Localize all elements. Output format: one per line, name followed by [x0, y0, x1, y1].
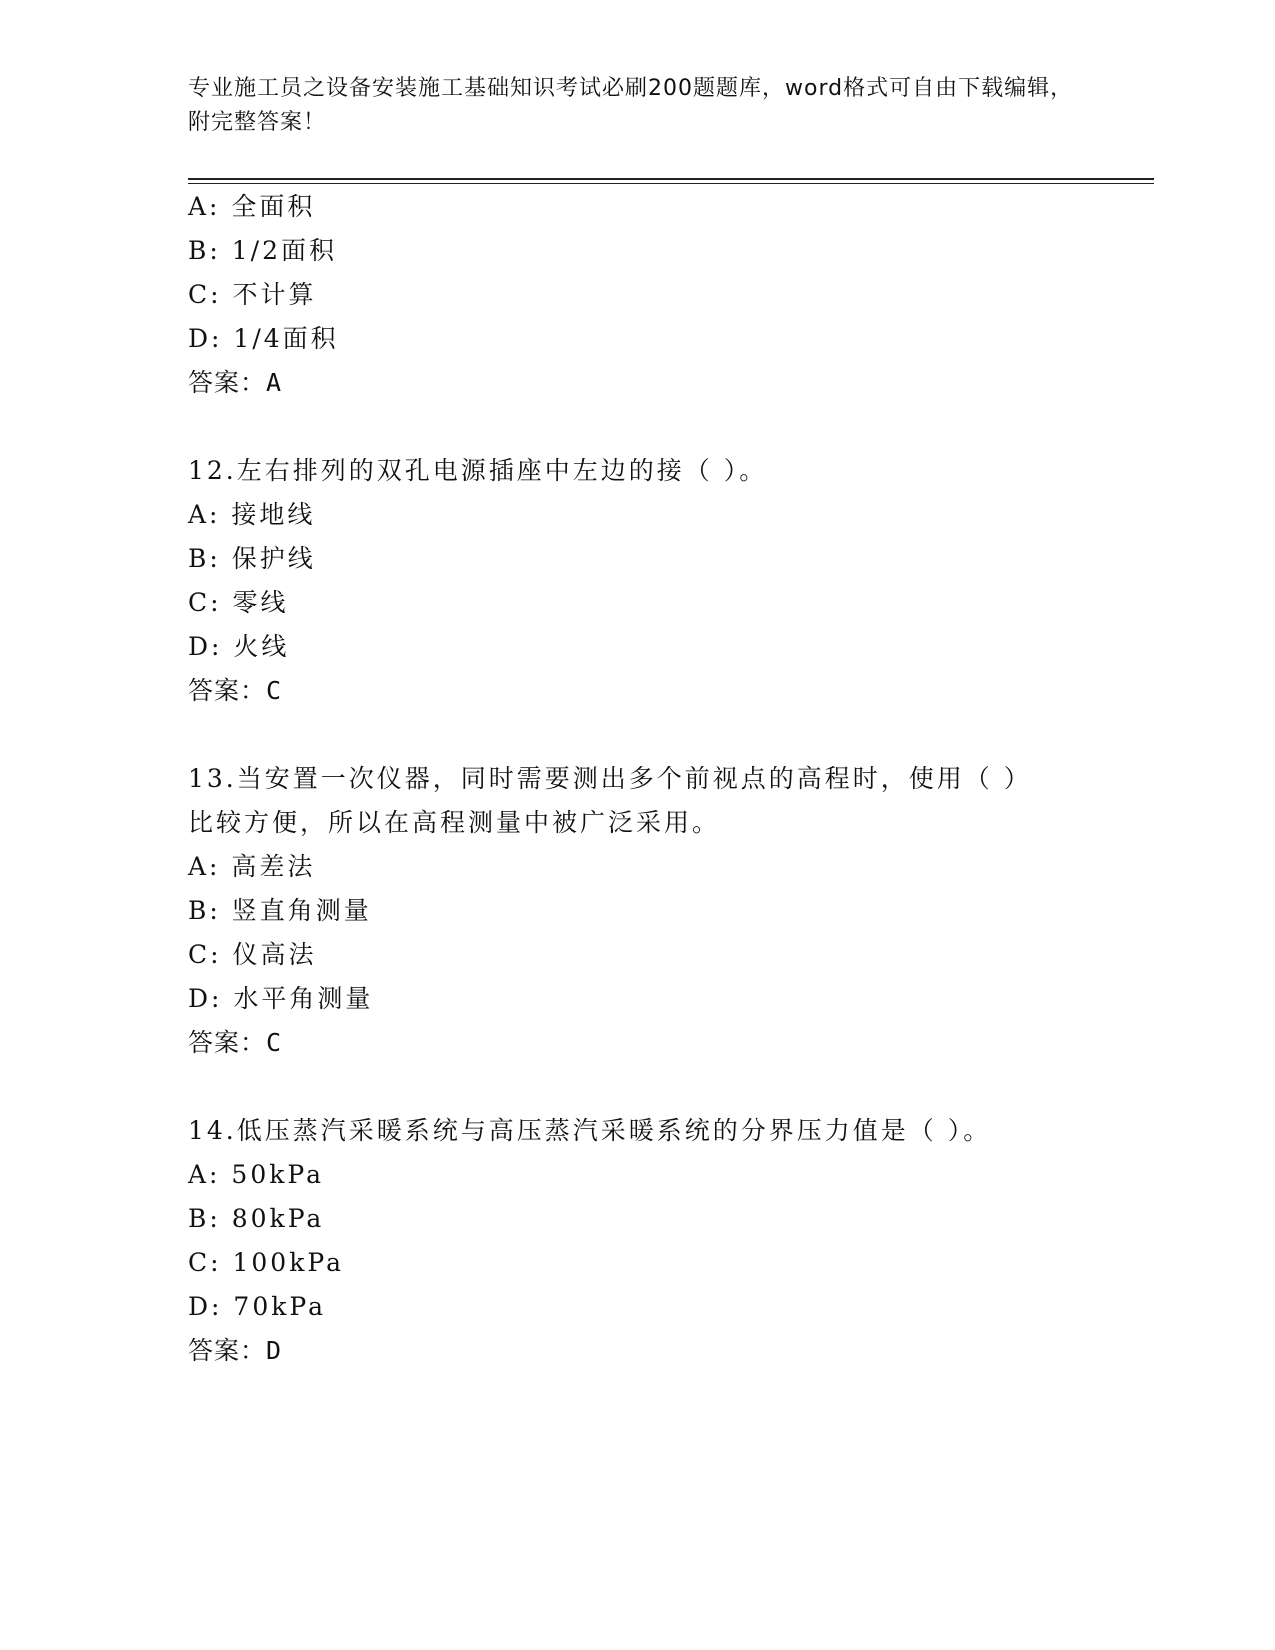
q13-option-d: D: 水平角测量: [188, 984, 374, 1013]
q13-option-c: C: 仪高法: [188, 940, 317, 969]
q12-answer: [188, 674, 282, 708]
q14-option-a: A: 50kPa: [188, 1160, 324, 1189]
q14-answer-label: 答案：: [188, 1336, 267, 1365]
q13-option-b: B: 竖直角测量: [188, 896, 372, 925]
q13-answer: [188, 1026, 282, 1060]
q14-option-d: D: 70kPa: [188, 1292, 326, 1321]
q12-answer-value: C: [266, 676, 283, 705]
document-header: 专业施工员之设备安装施工基础知识考试必刷200题题库，word格式可自由下载编辑，附完整答案！: [188, 76, 1074, 135]
q14-question: 14.低压蒸汽采暖系统与高压蒸汽采暖系统的分界压力值是（ ）。: [188, 1116, 992, 1145]
q11-answer-value: A: [266, 368, 283, 397]
q11-option-b: B: 1/2面积: [188, 236, 337, 265]
q13-answer-label: 答案：: [188, 1028, 267, 1057]
q14-option-c: C: 100kPa: [188, 1248, 344, 1277]
q11-answer: [188, 366, 282, 400]
q12-option-d: D: 火线: [188, 632, 290, 661]
q12-option-c: C: 零线: [188, 588, 289, 617]
q12-option-b: B: 保护线: [188, 544, 316, 573]
q11-option-a: A: 全面积: [188, 192, 316, 221]
q11-option-d: D: 1/4面积: [188, 324, 339, 353]
q13-answer-value: C: [266, 1028, 283, 1057]
q12-answer-label: 答案：: [188, 676, 267, 705]
header-rule-thick: [188, 178, 1154, 180]
q14-answer-value: D: [266, 1336, 283, 1365]
q13-option-a: A: 高差法: [188, 852, 316, 881]
header-rule-thin: [188, 183, 1154, 184]
q14-option-b: B: 80kPa: [188, 1204, 325, 1233]
q14-answer: [188, 1334, 282, 1368]
q12-question: 12.左右排列的双孔电源插座中左边的接（ ）。: [188, 456, 768, 485]
q11-answer-label: 答案：: [188, 368, 267, 397]
q13-question-line1: 13.当安置一次仪器，同时需要测出多个前视点的高程时，使用（ ）: [188, 764, 1032, 793]
q13-question-line2: 比较方便，所以在高程测量中被广泛采用。: [188, 808, 721, 837]
q12-option-a: A: 接地线: [188, 500, 316, 529]
q11-option-c: C: 不计算: [188, 280, 317, 309]
